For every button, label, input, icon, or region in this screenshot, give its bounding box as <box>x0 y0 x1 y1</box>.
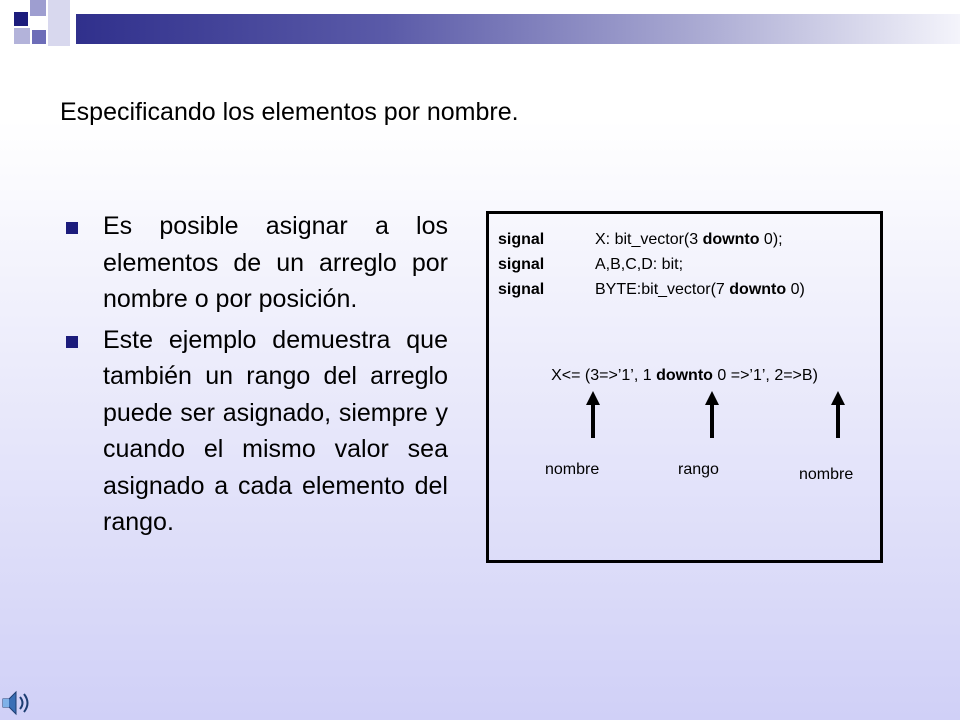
code-text: 0); <box>759 231 783 248</box>
bullet-text: Es posible asignar a los elementos de un arreglo por nombre o por posición. <box>103 212 448 313</box>
header-square-mid <box>32 30 46 44</box>
code-keyword: signal <box>498 256 545 273</box>
square-bullet-icon <box>66 336 78 348</box>
bullet-item <box>66 322 448 541</box>
bullet-text: Este ejemplo demuestra que también un rango del arreglo puede ser asignado, siempre y cuando el mismo valor sea asignado a cada elemento del rango. <box>103 325 448 536</box>
assignment-text: X<= (3=>’1’, 1 <box>551 367 657 384</box>
header-gradient-bar <box>76 14 960 44</box>
code-example-box <box>486 211 883 563</box>
code-keyword: signal <box>498 231 545 248</box>
code-text: A,B,C,D: bit; <box>595 256 684 273</box>
arrow-shaft <box>836 404 840 438</box>
arrow-up-icon <box>586 391 600 405</box>
header-square-white <box>48 0 70 46</box>
arrow-shaft <box>591 404 595 438</box>
code-text: BYTE:bit_vector(7 <box>595 281 730 298</box>
label-nombre-left: nombre <box>545 461 600 478</box>
bullet-list <box>66 208 448 545</box>
arrow-up-icon <box>831 391 845 405</box>
assignment-statement <box>489 367 880 385</box>
label-nombre-right: nombre <box>799 466 854 483</box>
header-square-dark <box>14 12 28 26</box>
label-rango: rango <box>678 461 719 478</box>
code-keyword: signal <box>498 281 545 298</box>
speaker-icon[interactable] <box>0 688 36 718</box>
header-square-light <box>30 0 46 16</box>
assignment-keyword: downto <box>656 367 713 384</box>
bullet-item <box>66 208 448 318</box>
code-keyword: downto <box>729 281 787 298</box>
slide-title: Especificando los elementos por nombre. <box>60 98 519 126</box>
code-keyword: downto <box>702 231 760 248</box>
square-bullet-icon <box>66 222 78 234</box>
header-square-light-2 <box>14 28 30 44</box>
arrow-up-icon <box>705 391 719 405</box>
code-text: X: bit_vector(3 <box>595 231 703 248</box>
code-text: 0) <box>786 281 805 298</box>
assignment-text: 0 =>’1’, 2=>B) <box>712 367 818 384</box>
arrow-shaft <box>710 404 714 438</box>
